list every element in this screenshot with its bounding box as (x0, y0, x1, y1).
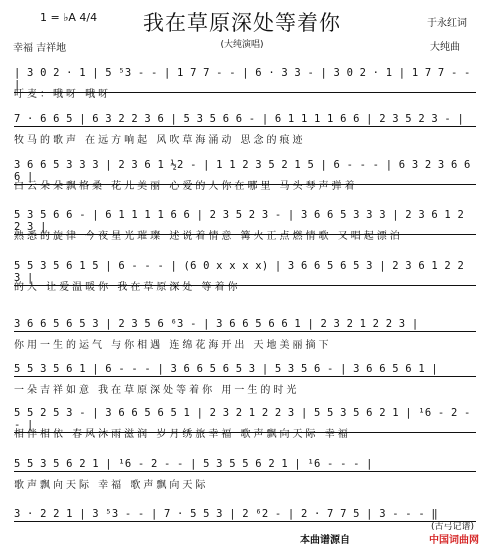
song-subtitle: (大纯演唱) (220, 40, 264, 50)
score-row (0, 318, 484, 362)
notation-line: 5 3 5 6 6 - | 6 1 1 1 1 6 6 | 2 3 5 2 3 - | 3 6 6 5 3 3 3 | 2 3 6 1 2 2 3 | (14, 209, 476, 235)
score-row (0, 159, 484, 203)
notation-line: 5 5 2 5 3 - | 3 6 6 5 6 5 1 | 2 3 2 1 2 2 3 | 5 5 3 5 6 2 1 | ¹6 - 2 - - | (14, 407, 476, 433)
notation-line: 5 5 3 5 6 1 | 6 - - - | 3 6 6 5 6 5 3 | 5 3 5 6 - | 3 6 6 5 6 1 | (14, 363, 476, 377)
notation-line: | 3 0 2 · 1 | 5 ⁵3 - - | 1 7 7 - - | 6 · 3 3 - | 3 0 2 · 1 | 1 7 7 - - | (14, 67, 476, 93)
lyrics-line: 一朵吉祥如意 我在草原深处等着你 用一生的时光 (14, 385, 300, 396)
score-row (0, 458, 484, 502)
notation-line: 3 6 6 5 3 3 3 | 2 3 6 1 ½2 - | 1 1 2 3 5 2 1 5 | 6 - - - | 6 3 2 3 6 6 6 | (14, 159, 476, 185)
source-label: 本曲谱源自 (300, 535, 350, 546)
score-row (0, 407, 484, 451)
score-row (0, 113, 484, 157)
lyrics-line: 白云朵朵飘格桑 花儿美丽 心爱的人你在哪里 马头琴声弹着 (14, 181, 358, 192)
score-row (0, 508, 484, 552)
notation-line: 7 · 6 6 5 | 6 3 2 2 3 6 | 5 3 5 6 6 - | 6 1 1 1 1 6 6 | 2 3 5 2 3 - | (14, 113, 476, 127)
lyrics-line: 的人 让爱温暖你 我在草原深处 等着你 (14, 282, 241, 293)
lyrics-line: 吁麦：哦呀 哦呀 (14, 89, 112, 100)
score-row (0, 209, 484, 253)
lyricist-credit: 于永红词 (427, 18, 467, 29)
song-title: 我在草原深处等着你 (143, 11, 341, 35)
composer-credit: 大纯曲 (430, 42, 460, 53)
lyrics-line: 牧马的歌声 在远方响起 风吹草海涌动 思念的痕迹 (14, 135, 306, 146)
notation-line: 3 · 2 2 1 | 3 ⁵3 - - | 7 · 5 5 3 | 2 ⁶2 - | 2 · 7 7 5 | 3 - - - ‖ (14, 508, 476, 522)
score-row (0, 363, 484, 407)
score-row (0, 67, 484, 111)
lyrics-line: 熟悉的旋律 今夜星光璀璨 述说着情意 篝火正点燃情歌 又唱起漂泊 (14, 231, 403, 242)
lyrics-line: 你用一生的运气 与你相遇 连绵花海开出 天地美丽摘下 (14, 340, 332, 351)
tempo-feel: 幸福 吉祥地 (13, 43, 67, 54)
notation-line: 5 5 3 5 6 2 1 | ¹6 - 2 - - | 5 3 5 5 6 2 1 | ¹6 - - - | (14, 458, 476, 472)
score-row (0, 260, 484, 304)
notation-line: 5 5 3 5 6 1 5 | 6 - - - | (6 0 x x x x) | 3 6 6 5 6 5 3 | 2 3 6 1 2 2 3 | (14, 260, 476, 286)
lyrics-line: 歌声飘向天际 幸福 歌声飘向天际 (14, 480, 209, 491)
notation-credit: (古弓记谱) (430, 522, 474, 532)
source-site-link[interactable]: 中国词曲网 (429, 535, 479, 546)
lyrics-line: 相伴相依 春风沐雨滋润 岁月绣旅幸福 歌声飘向天际 幸福 (14, 429, 351, 440)
key-signature: 1 = ♭A 4/4 (40, 11, 98, 24)
notation-line: 3 6 6 5 6 5 3 | 2 3 5 6 ⁶3 - | 3 6 6 5 6 6 1 | 2 3 2 1 2 2 3 | (14, 318, 476, 332)
